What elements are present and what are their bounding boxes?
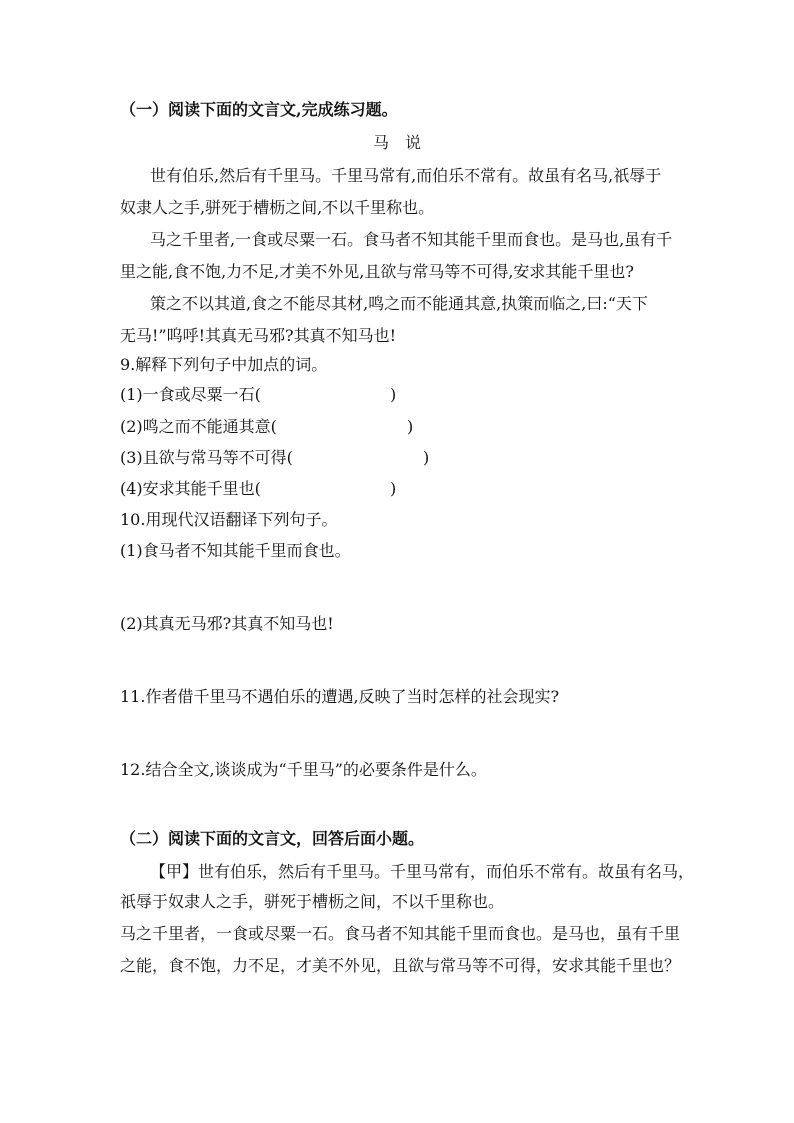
passage-para1-line2: 奴隶人之手,骈死于槽枥之间,不以千里称也。 [120,198,435,217]
q9-item2-text: (2)鸣之而不能通其意( [120,417,277,436]
section2-heading: （二）阅读下面的文言文，回答后面小题。 [120,829,425,848]
question-9-item-3 [120,448,430,468]
section2-para2-line1: 马之千里者，一食或尽粟一石。食马者不知其能千里而食也。是马也，虽有千里 [120,924,681,943]
question-11: 11.作者借千里马不遇伯乐的遭遇,反映了当时怎样的社会现实? [120,687,560,706]
q9-item3-text: (3)且欲与常马等不可得( [120,448,293,467]
section2-para1-line2: 祇辱于奴隶人之手，骈死于槽枥之间，不以千里称也。 [120,892,505,911]
question-9-item-2 [120,417,414,437]
passage-para1-line1: 世有伯乐,然后有千里马。千里马常有,而伯乐不常有。故虽有名马,祇辱于 [150,166,662,185]
q9-item1-text: (1)一食或尽粟一石( [120,385,261,404]
section2-para1-line1: 【甲】世有伯乐，然后有千里马。千里马常有，而伯乐不常有。故虽有名马， [150,862,695,881]
question-10-item-1: (1)食马者不知其能千里而食也。 [120,541,351,560]
q9-item2-close: ) [407,417,414,436]
question-10-prompt: 10.用现代汉语翻译下列句子。 [120,510,338,529]
section2-para2-line2: 之能，食不饱，力不足，才美不外见，且欲与常马等不可得，安求其能千里也？ [120,956,681,975]
passage-title: 马 说 [372,133,421,152]
question-9-prompt: 9.解释下列句子中加点的词。 [120,355,328,374]
question-9-item-4 [120,479,397,499]
passage-para3-line2: 无马!”呜呼!其真无马邪?其真不知马也! [120,326,397,345]
passage-para3-line1: 策之不以其道,食之不能尽其材,鸣之而不能通其意,执策而临之,曰:“天下 [150,294,648,313]
q9-item4-close: ) [390,479,397,498]
question-12: 12.结合全文,谈谈成为“千里马”的必要条件是什么。 [120,760,487,779]
question-10-item-2: (2)其真无马邪?其真不知马也! [120,614,334,633]
q9-item3-close: ) [423,448,430,467]
passage-para2-line1: 马之千里者,一食或尽粟一石。食马者不知其能千里而食也。是马也,虽有千 [150,230,673,249]
section1-heading: （一）阅读下面的文言文,完成练习题。 [120,100,398,119]
q9-item4-text: (4)安求其能千里也( [120,479,261,498]
q9-item1-close: ) [390,385,397,404]
passage-para2-line2: 里之能,食不饱,力不足,才美不外见,且欲与常马等不可得,安求其能千里也? [120,262,635,281]
question-9-item-1 [120,385,397,405]
